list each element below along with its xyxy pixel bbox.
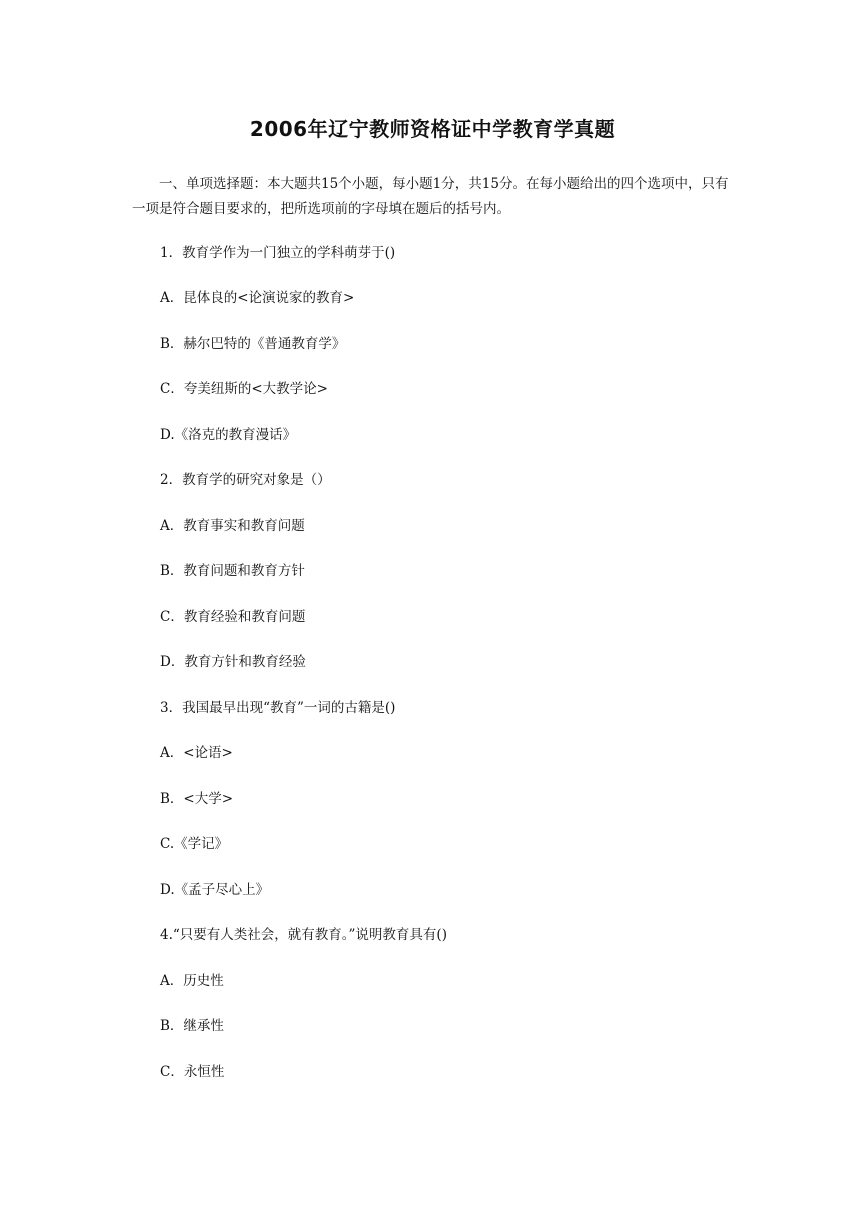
question-3-option-d: D.《孟子尽心上》: [160, 882, 270, 898]
question-2: 2．教育学的研究对象是（）: [160, 472, 331, 488]
question-4-option-b: B．继承性: [160, 1018, 224, 1034]
question-2-option-b: B．教育问题和教育方针: [160, 563, 305, 579]
question-1-option-c: C．夸美纽斯的<大教学论>: [160, 381, 328, 397]
question-3-option-a: A．<论语>: [160, 745, 233, 761]
question-3-option-c: C.《学记》: [160, 836, 229, 852]
question-4-option-a: A．历史性: [160, 973, 224, 989]
question-1-option-d: D.《洛克的教育漫话》: [160, 427, 297, 443]
document-title: 2006年辽宁教师资格证中学教育学真题: [249, 117, 616, 141]
question-1: 1．教育学作为一门独立的学科萌芽于(): [160, 245, 396, 261]
question-1-option-b: B．赫尔巴特的《普通教育学》: [160, 336, 346, 352]
section-instructions: 一、单项选择题：本大题共15个小题，每小题1分，共15分。在每小题给出的四个选项中，只有一项是符合题目要求的，把所选项前的字母填在题后的括号内。: [132, 176, 729, 217]
question-3-option-b: B．<大学>: [160, 791, 234, 807]
question-2-option-c: C．教育经验和教育问题: [160, 609, 306, 625]
question-4: 4.“只要有人类社会，就有教育。”说明教育具有(): [160, 927, 447, 943]
question-4-option-c: C．永恒性: [160, 1064, 225, 1080]
question-2-option-d: D．教育方针和教育经验: [160, 654, 306, 670]
question-2-option-a: A．教育事实和教育问题: [160, 518, 305, 534]
question-3: 3．我国最早出现“教育”一词的古籍是(): [160, 700, 396, 716]
question-1-option-a: A．昆体良的<论演说家的教育>: [160, 290, 355, 306]
